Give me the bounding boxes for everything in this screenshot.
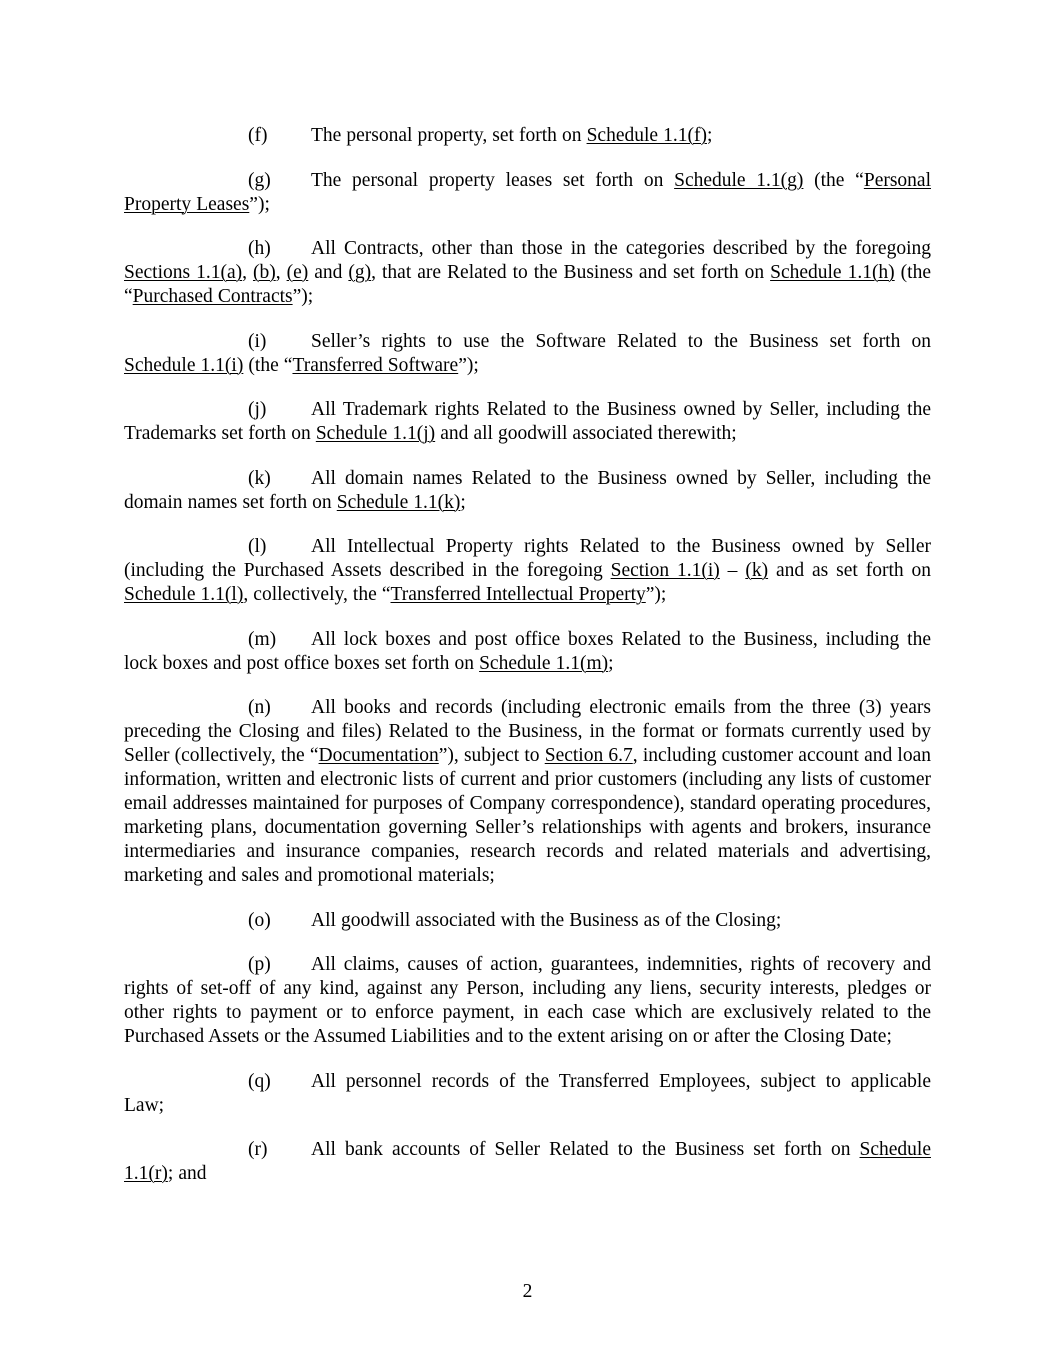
clause-k	[124, 467, 931, 515]
clause-q	[124, 1070, 931, 1118]
clause-label: (k)	[248, 467, 271, 489]
clause-label: (h)	[248, 238, 271, 259]
clause-text: and all goodwill associated therewith;	[435, 423, 737, 444]
clause-text: All books and records (including electronic emails from the three (3) years preceding the Closing and files) Related to the Business, in the format or formats currently used by Seller (collectively, the “	[124, 697, 931, 766]
clause-text: ”);	[645, 584, 667, 605]
clause-label: (q)	[248, 1070, 271, 1092]
clause-o	[124, 909, 931, 933]
clause-text: ”);	[458, 354, 479, 376]
cross-reference: Section 6.7	[544, 745, 633, 766]
clause-text: (the “	[243, 354, 293, 376]
clause-f	[124, 124, 931, 148]
cross-reference: (e)	[286, 262, 309, 283]
clause-text: All personnel records of the Transferred Employees, subject to applicable Law;	[124, 1070, 931, 1116]
clause-text: and	[308, 262, 349, 283]
cross-reference: (g)	[348, 262, 372, 283]
clause-label: (l)	[248, 536, 267, 557]
cross-reference: Schedule 1.1(h)	[770, 262, 895, 283]
page-number: 2	[522, 1281, 533, 1302]
clause-l	[124, 535, 931, 607]
clause-text: The personal property leases set forth on	[311, 169, 675, 191]
clause-g	[124, 169, 931, 217]
clause-text: , collectively, the “	[243, 584, 391, 605]
cross-reference: Schedule 1.1(l)	[124, 584, 244, 605]
clause-p	[124, 953, 931, 1049]
clause-text: (the “	[124, 262, 931, 307]
clause-label: (p)	[248, 954, 271, 975]
clause-text: All bank accounts of Seller Related to the Business set forth on	[311, 1139, 860, 1160]
clause-text: All goodwill associated with the Business as of the Closing;	[311, 909, 782, 931]
clause-text: ;	[608, 652, 614, 674]
clause-text: ”);	[249, 193, 270, 215]
clause-label: (i)	[248, 330, 267, 352]
clause-label: (j)	[248, 399, 267, 420]
clause-text: ,	[275, 262, 287, 283]
cross-reference: Personal Property Leases	[124, 169, 931, 215]
clause-text: , that are Related to the Business and set forth on	[371, 262, 771, 283]
clause-label: (r)	[248, 1139, 268, 1160]
clause-label: (m)	[248, 628, 277, 650]
clause-j	[124, 398, 931, 446]
clause-text: The personal property, set forth on	[311, 125, 587, 146]
cross-reference: Transferred Software	[292, 354, 459, 376]
clause-text: ; and	[167, 1163, 207, 1184]
clause-text: Seller’s rights to use the Software Related to the Business set forth on	[311, 330, 931, 352]
clause-label: (f)	[248, 125, 268, 146]
clause-text: –	[719, 560, 746, 581]
clause-text: ;	[706, 125, 713, 146]
clause-text: All claims, causes of action, guarantees, indemnities, rights of recovery and rights of set-off of any kind, against any Person, including any liens, security interests, pledges or other rights to payment or to enforce payment, in each case which are exclusively related to the Purchased Assets or the Assumed Liabilities and to the extent arising on or after the Closing Date;	[124, 954, 931, 1047]
clause-text: ,	[242, 262, 253, 283]
cross-reference: Purchased Contracts	[132, 286, 293, 307]
clause-text: All Trademark rights Related to the Business owned by Seller, including the Trademarks set forth on	[124, 399, 931, 444]
cross-reference: Documentation	[318, 745, 439, 766]
cross-reference: Schedule 1.1(i)	[124, 354, 244, 376]
clause-r	[124, 1138, 931, 1186]
clause-n	[124, 696, 931, 888]
cross-reference: Schedule 1.1(k)	[336, 491, 461, 513]
cross-reference: Sections 1.1(a)	[124, 262, 243, 283]
clause-m	[124, 628, 931, 676]
cross-reference: Schedule 1.1(r)	[124, 1139, 931, 1184]
clause-text: All Contracts, other than those in the categories described by the foregoing	[311, 238, 931, 259]
cross-reference: Schedule 1.1(j)	[315, 423, 436, 444]
clause-list	[124, 124, 931, 1186]
clause-text: and as set forth on	[768, 560, 932, 581]
clause-label: (o)	[248, 909, 271, 931]
clause-text: ”), subject to	[438, 745, 545, 766]
cross-reference: Schedule 1.1(f)	[586, 125, 707, 146]
clause-h	[124, 237, 931, 309]
clause-text: All domain names Related to the Business owned by Seller, including the domain names set forth on	[124, 467, 931, 513]
clause-text: All Intellectual Property rights Related to the Business owned by Seller (including the Purchased Assets described in the foregoing	[124, 536, 931, 581]
clause-text: ”);	[292, 286, 314, 307]
clause-text: ;	[460, 491, 466, 513]
clause-text: (the “	[803, 169, 864, 191]
cross-reference: Schedule 1.1(g)	[674, 169, 804, 191]
cross-reference: Schedule 1.1(m)	[479, 652, 609, 674]
cross-reference: (k)	[745, 560, 769, 581]
clause-i	[124, 330, 931, 378]
cross-reference: Section 1.1(i)	[610, 560, 720, 581]
clause-label: (g)	[248, 169, 271, 191]
cross-reference: (b)	[252, 262, 276, 283]
clause-text: , including customer account and loan information, written and electronic lists of current and prior customers (including any lists of customer email addresses maintained for purposes of Company correspondence), standard operating procedures, marketing plans, documentation governing Seller’s relationships with agents and brokers, insurance intermediaries and insurance companies, research records and related materials and advertising, marketing and sales and promotional materials;	[124, 745, 932, 886]
cross-reference: Transferred Intellectual Property	[390, 584, 646, 605]
clause-text: All lock boxes and post office boxes Related to the Business, including the lock boxes and post office boxes set forth on	[124, 628, 931, 674]
clause-label: (n)	[248, 697, 271, 718]
